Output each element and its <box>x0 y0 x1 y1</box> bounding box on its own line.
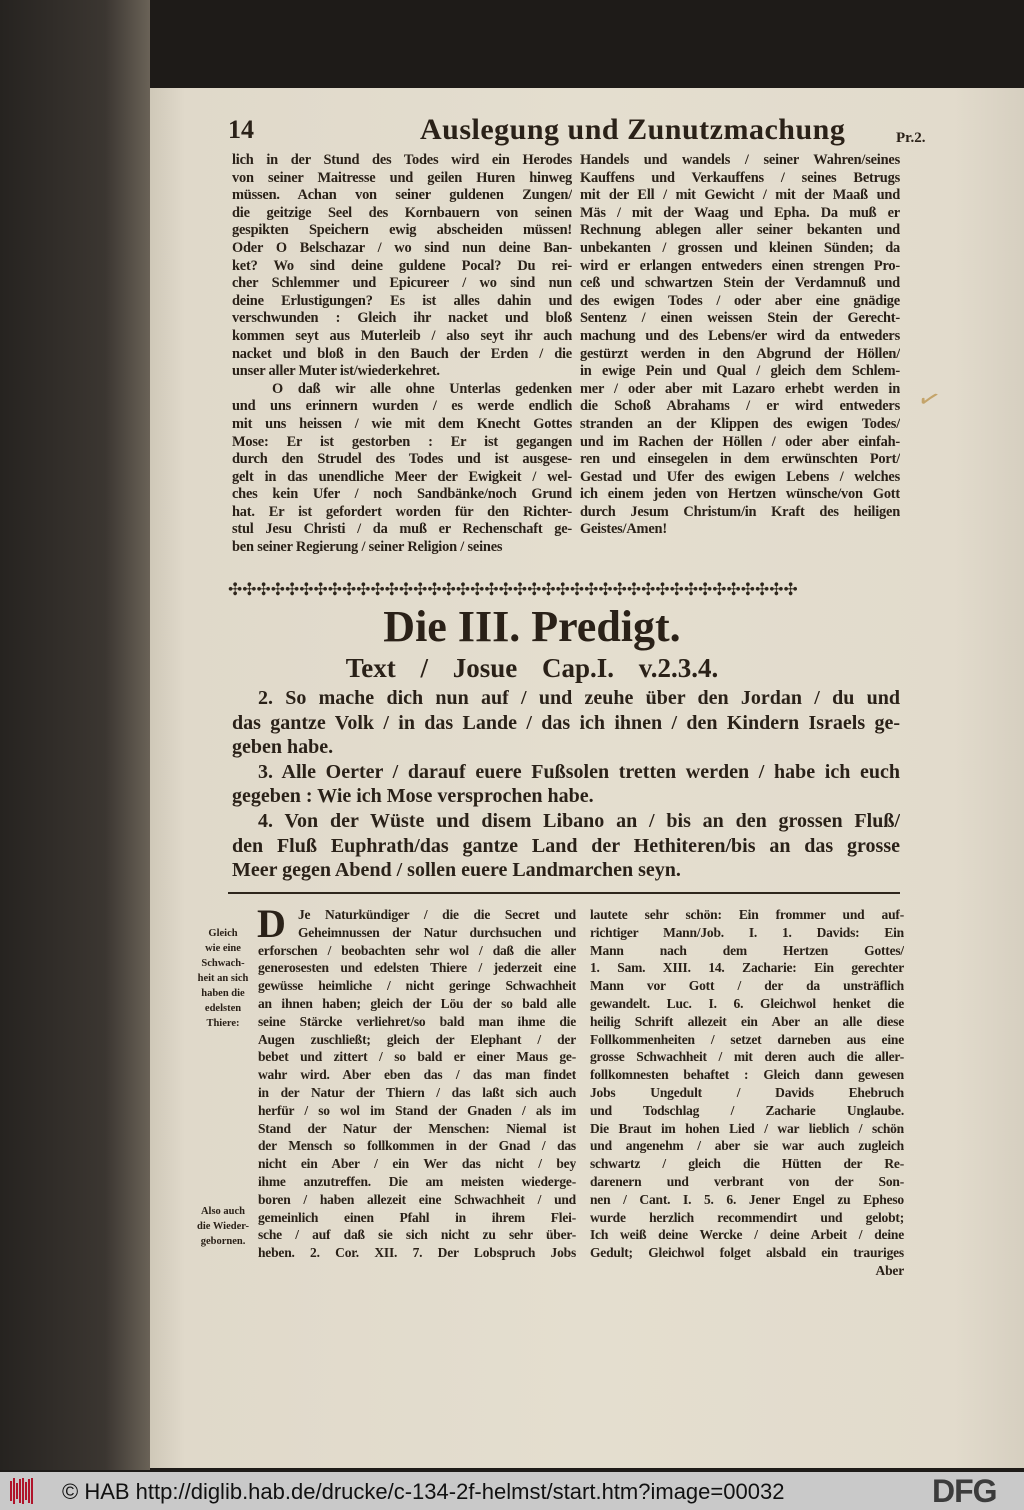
text-line: Rechnung ablegen aller seiner bekanten und <box>580 222 900 239</box>
text-line: Meer gegen Abend / sollen euere Landmarchen seyn. <box>232 859 681 882</box>
text-line: darenern und verbrant von der Son- <box>590 1173 904 1189</box>
text-line: die geitzige Seel des Kornbauern von seinen <box>232 204 572 221</box>
marginal-note-line: gebornen. <box>200 1236 246 1247</box>
scripture-reference: Text / Josue Cap.I. v.2.3.4. <box>345 653 719 683</box>
marginal-note-line: haben die <box>201 988 245 999</box>
scripture-verses <box>232 686 900 883</box>
text-line: Gestad und Ufer des ewigen Lebens / welches <box>580 468 900 485</box>
text-line: ich einem jeden von Hertzen wünsche/von Gott <box>580 486 900 503</box>
scanner-background <box>0 0 150 1470</box>
text-line: Mäs / mit der Waag und Epha. Da muß er <box>580 204 900 221</box>
marginal-note-line: Gleich <box>208 928 238 939</box>
text-line: boren / haben allezeit eine Schwachheit / und <box>258 1191 576 1207</box>
pencil-mark-icon: ✓ <box>913 382 945 417</box>
text-line: hat. Er ist gefordert worden für den Richter- <box>232 503 572 520</box>
text-line: 2. So mache dich nun auf / und zeuhe über den Jordan / du und <box>258 687 900 709</box>
text-line: Handels und wandels / seiner Wahren/seines <box>580 152 900 168</box>
marginal-note-line: wie eine <box>205 943 241 954</box>
page-number: 14 <box>228 115 254 144</box>
text-line: Mann vor Gott / der da unsträflich <box>590 978 904 994</box>
text-line: bebet und zittert / so bald er einer Maus ge- <box>258 1049 576 1065</box>
text-line: von seiner Maitresse und geilen Huren hinweg <box>232 169 572 186</box>
text-line: ihme anzutreffen. Die am meisten wiederge- <box>258 1173 576 1189</box>
text-line: Jobs Ungedult / Davids Ehebruch <box>590 1084 904 1100</box>
text-line: und im Rachen der Höllen / oder aber einfah- <box>580 433 900 450</box>
text-line: Follkommenheiten / setzet darneben aus eine <box>590 1031 904 1047</box>
running-title: Auslegung und Zunutzmachung <box>420 113 846 146</box>
text-line: mit uns heissen / wie mit dem Knecht Gottes <box>232 415 572 432</box>
text-line: nacket und bloß in den Bauch der Erden / die <box>232 345 572 362</box>
text-line: unser aller Muter ist/wiederkehret. <box>232 363 440 380</box>
text-line: stranden an der Klippen des ewigen Todes/ <box>580 415 900 432</box>
text-line: Mann nach dem Hertzen Gottes/ <box>590 942 904 958</box>
text-line: Ich weiß deine Wercke / deine Arbeit / deine <box>590 1227 904 1243</box>
upper-right-column <box>580 152 900 539</box>
text-line: grosse Schwachheit / mit deren auch die aller- <box>590 1049 904 1065</box>
text-line: mit der Ell / mit Gewicht / mit der Maaß und <box>580 187 900 204</box>
text-line: in ewige Pein und Qual / gleich dem Schlem- <box>580 363 900 380</box>
text-line: deine Erlustigungen? Es ist alles dahin und <box>232 292 572 309</box>
text-line: richtiger Mann/Job. I. 1. Davids: Ein <box>590 924 904 940</box>
text-line: sche / auf daß sie sich nicht zu sehr über- <box>258 1227 576 1243</box>
text-line: und uns erinnern wurden / es werde endlich <box>232 398 572 415</box>
footer-copyright-link[interactable]: © HAB http://diglib.hab.de/drucke/c-134-2f-helmst/start.htm?image=00032 <box>62 1479 785 1504</box>
text-line: Oder O Belschazar / wo sind nun deine Ban- <box>232 239 572 256</box>
ornament-divider: ✣✣✣✣✣✣✣✣✣✣✣✣✣✣✣✣✣✣✣✣✣✣✣✣✣✣✣✣✣✣✣✣✣✣✣✣✣✣✣✣ <box>228 580 798 599</box>
sermon-title: Die III. Predigt. <box>383 602 681 651</box>
text-line: ket? Wo sind deine guldene Pocal? Du rei- <box>232 257 572 274</box>
text-line: nicht ein Aber / ein Wer das nicht / bey <box>258 1156 576 1172</box>
text-line: geben habe. <box>232 736 334 759</box>
text-line: cher Schlemmer und Epicureer / wo sind nun <box>232 275 572 292</box>
marginal-note-line: die Wieder- <box>196 1221 249 1232</box>
text-line: stul Jesu Christi / da muß er Rechenschaft ge- <box>232 521 572 538</box>
text-line: und Todschlag / Zacharie Unglaube. <box>590 1102 904 1118</box>
text-line: Gedult; Gleichwol folget alsbald ein trauriges <box>590 1245 904 1261</box>
marginal-note-line: edelsten <box>204 1003 242 1014</box>
text-line: ches kein Ufer / noch Sandbänke/noch Grund <box>232 486 572 503</box>
text-line: Mose: Er ist gestorben : Er ist gegangen <box>232 433 572 450</box>
dfg-logo: DFG <box>932 1473 997 1509</box>
text-line: machung und des Lebens/er wird da entweders <box>580 327 900 344</box>
text-line: generosesten und edelsten Thiere / jederzeit eine <box>258 960 576 976</box>
text-line: den Fluß Euphrath/das gantze Land der Hethiteren/bis an das grosse <box>232 834 900 857</box>
text-line: ceß und schwartzen Stein der Verdamnuß und <box>580 275 900 292</box>
text-line: wahr wird. Aber eben das / das man findet <box>258 1067 576 1083</box>
text-line: die Schoß Abrahams / er wird entweders <box>580 398 900 415</box>
text-line: 3. Alle Oerter / darauf euere Fußsolen tretten werden / habe ich euch <box>258 760 900 783</box>
text-line: und angenehm / aber sie war auch zugleich <box>590 1138 904 1154</box>
text-line: des ewigen Todes / oder aber eine gnädige <box>580 292 900 309</box>
marginal-note-line: Thiere: <box>206 1018 240 1029</box>
text-line: 4. Von der Wüste und disem Libano an / bis an den grossen Fluß/ <box>258 809 900 832</box>
text-line: gewandelt. Luc. I. 6. Gleichwol henket die <box>590 995 904 1011</box>
marginal-note-line: Also auch <box>200 1206 246 1217</box>
marginal-note-line: Schwach- <box>201 958 245 969</box>
text-line: Stand der Natur der Menschen: Niemal ist <box>258 1120 576 1136</box>
text-line: wird er erlangen entweders einen strengen Pro- <box>580 257 900 274</box>
text-line: erforschen / beobachten sehr wol / daß die aller <box>258 942 576 958</box>
upper-left-column <box>232 152 572 557</box>
text-line: herfür / so wol im Stand der Gnaden / als im <box>258 1102 576 1118</box>
text-line: gestürzt werden in den Abgrund der Höllen/ <box>580 345 900 362</box>
text-line: Augen zuschließt; gleich der Elephant / der <box>258 1031 576 1047</box>
text-line: durch Jesum Christum/in Kraft des heiligen <box>580 503 900 520</box>
text-line: heilig Schrift allezeit ein Aber an alle diese <box>590 1013 904 1029</box>
text-line: Sentenz / einen weissen Stein der Gerecht- <box>580 310 900 327</box>
text-line: unbekanten / grossen und kleinen Sünden; da <box>580 239 900 256</box>
text-line: nen / Cant. I. 5. 6. Jener Engel zu Epheso <box>590 1191 904 1207</box>
text-line: seine Stärcke verliehret/so bald man ihme die <box>258 1013 576 1029</box>
text-line: Geheimnussen der Natur durchsuchen und <box>298 924 576 940</box>
text-line: Kauffens und Verkauffens / seines Betrugs <box>580 169 900 186</box>
drop-cap: D <box>257 901 286 946</box>
text-line: lautete sehr schön: Ein frommer und auf- <box>590 907 904 922</box>
text-line: das gantze Volk / in das Lande / das ich ihnen / den Kindern Israels ge- <box>232 711 900 734</box>
text-line: ben seiner Regierung / seiner Religion / seines <box>232 539 503 556</box>
marginal-note <box>190 926 256 1031</box>
lower-right-column <box>590 906 904 1280</box>
text-line: gemeinlich einen Pfahl in ihrem Flei- <box>258 1209 576 1225</box>
text-line: schwartz / gleich die Hütten der Re- <box>590 1156 904 1172</box>
text-line: O daß wir alle ohne Unterlas gedenken <box>272 380 572 397</box>
text-line: verschwunden : Gleich ihr nacket und bloß <box>232 310 572 327</box>
text-line: der Mensch so follkommen in der Gnad / das <box>258 1138 576 1154</box>
text-line: müssen. Achan von seiner guldenen Zungen/ <box>232 187 572 204</box>
text-line: mer / oder aber mit Lazaro erhebt werden in <box>580 380 900 397</box>
text-line: Die Braut im hohen Lied / war lieblich / schön <box>590 1120 904 1136</box>
text-line: gegeben : Wie ich Mose versprochen habe. <box>232 785 594 808</box>
text-line: 1. Sam. XIII. 14. Zacharie: Ein gerechter <box>590 960 904 976</box>
text-line: follkomnesten behaftet : Gleich dann gewesen <box>590 1067 904 1083</box>
text-line: gelt in das unendliche Meer der Ewigkeit / wel- <box>232 468 572 485</box>
text-line: heben. 2. Cor. XII. 7. Der Lobspruch Jobs <box>258 1245 576 1261</box>
text-line: gespikten Speichern ewig abscheiden müssen! <box>232 222 572 239</box>
text-line: lich in der Stund des Todes wird ein Herodes <box>232 152 572 168</box>
text-line: kommen seyt aus Muterleib / also seyt ihr auch <box>232 327 572 344</box>
text-line: in der Natur der Thiern / das laßt sich auch <box>258 1084 576 1100</box>
marginal-note <box>190 1204 256 1249</box>
lower-left-column <box>257 901 576 1262</box>
text-line: wurde herzlich recommendirt und gelobt; <box>590 1209 904 1225</box>
text-line: ren und einsegelen in dem erwünschten Port/ <box>580 451 900 468</box>
text-line: gewüsse heimliche / nicht geringe Schwachheit <box>258 978 576 994</box>
text-line: Geistes/Amen! <box>580 521 667 538</box>
text-line: Aber <box>875 1262 904 1278</box>
signature-mark: Pr.2. <box>896 130 926 146</box>
marginal-note-line: heit an sich <box>197 973 249 984</box>
hab-logo-icon <box>10 1478 40 1504</box>
text-line: Je Naturkündiger / die die Secret und <box>298 907 576 922</box>
text-line: durch den Strudel des Todes und ist ausgese- <box>232 451 572 468</box>
horizontal-rule <box>228 892 900 894</box>
text-line: an ihnen haben; gleich der Löu der so bald alle <box>258 995 576 1011</box>
